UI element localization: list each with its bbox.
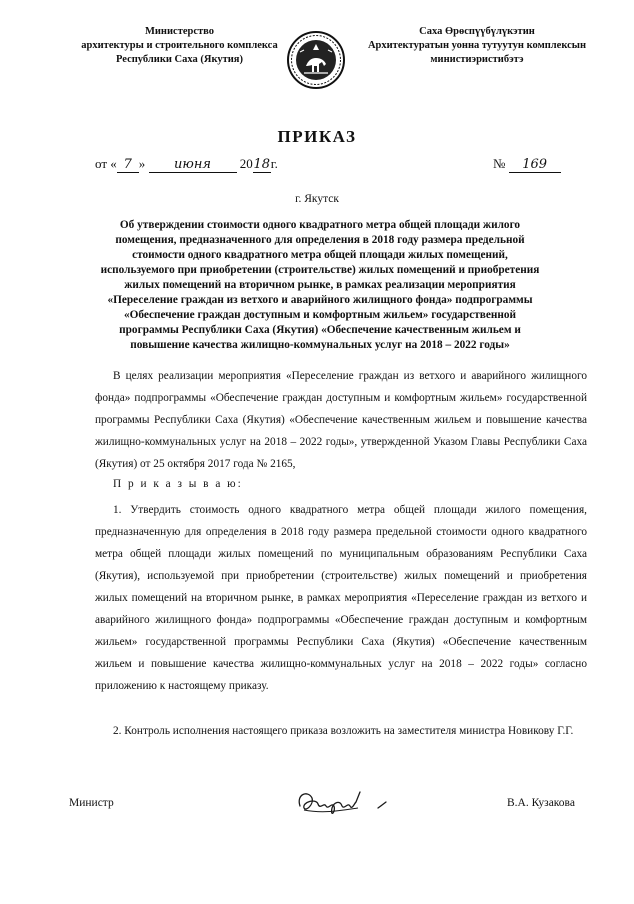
ministry-line-3: Республики Саха (Якутия) (116, 54, 243, 65)
order-word: П р и к а з ы в а ю: (113, 478, 243, 490)
date-day: 7 (117, 158, 139, 173)
date-prefix: от « (95, 156, 117, 171)
ministry-yakut-line-1: Саха Өрөспүүбүлүкэтин (419, 26, 535, 37)
date-mid: » (138, 156, 146, 171)
ministry-name-russian (62, 25, 297, 67)
date-year: 18 (253, 157, 271, 172)
ministry-line-2: архитектуры и строительного комплекса (81, 40, 278, 51)
ministry-line-1: Министерство (144, 26, 215, 37)
ministry-yakut-line-2: Архитектуратын уонна тутуутун комплексын (367, 40, 587, 51)
number-prefix: № (493, 156, 506, 171)
date-year-prefix: 20 (239, 156, 253, 171)
signer-role: Министр (69, 797, 114, 809)
order-date (95, 156, 278, 173)
signer-name: В.А. Кузакова (507, 797, 575, 809)
preamble-paragraph: В целях реализации мероприятия «Переселение граждан из ветхого и аварийного жилищного фонда» подпрограммы «Обеспечение граждан доступным и комфортным жильем» государственной программы Республики Саха (Якутия) «Обеспечение качественным жильем и повышение качества жилищно-коммунальных услуг на 2018 – 2022 годы», утвержденной Указом Главы Республики Саха (Якутия) от 25 октября 2017 года № 2165, (95, 370, 587, 470)
ministry-yakut-line-3: министиэристибэтэ (430, 54, 524, 65)
date-suffix: г. (270, 156, 278, 171)
order-subject: Об утверждении стоимости одного квадратного метра общей площади жилого помещения, предназначенного для определения в 2018 году размера предельной стоимости одного квадратного метра общей площади жилых помещений, используемого при приобретении (строительстве) жилых помещений и приобретения жилых помещений на вторичном рынке, в рамках реализации мероприятия «Переселение граждан из ветхого и аварийного жилищного фонда» подпрограммы «Обеспечение граждан доступным и комфортным жильем» государственной программы Республики Саха (Якутия) «Обеспечение качественным жильем и повышение качества жилищно-коммунальных услуг на 2018 – 2022 годы» (100, 219, 540, 351)
item-2-paragraph: 2. Контроль исполнения настоящего приказа возложить на заместителя министра Новикову Г.Г. (113, 725, 574, 737)
order-number (493, 156, 561, 173)
number-value: 169 (509, 158, 561, 173)
handwritten-signature (294, 780, 404, 825)
ministry-name-yakut (337, 25, 617, 67)
date-month: июня (149, 158, 237, 173)
city-name: г. Якутск (295, 193, 339, 205)
item-1-paragraph: 1. Утвердить стоимость одного квадратного метра общей площади жилого помещения, предназначенную для определения в 2018 году размера предельной стоимости одного квадратного метра общей площади жилых помещений по муниципальным образованиям Республики Саха (Якутия), используемой при приобретении (строительстве) жилых помещений и приобретения жилых помещений на вторичном рынке, в рамках мероприятия «Переселение граждан из ветхого и аварийного жилищного фонда» подпрограммы «Обеспечение граждан доступным и комфортным жильем» государственной программы Республики Саха (Якутия) «Обеспечение качественным жильем и повышение качества жилищно-коммунальных услуг на 2018 – 2022 годы» согласно приложению к настоящему приказу. (95, 504, 587, 692)
document-title: ПРИКАЗ (277, 127, 357, 146)
